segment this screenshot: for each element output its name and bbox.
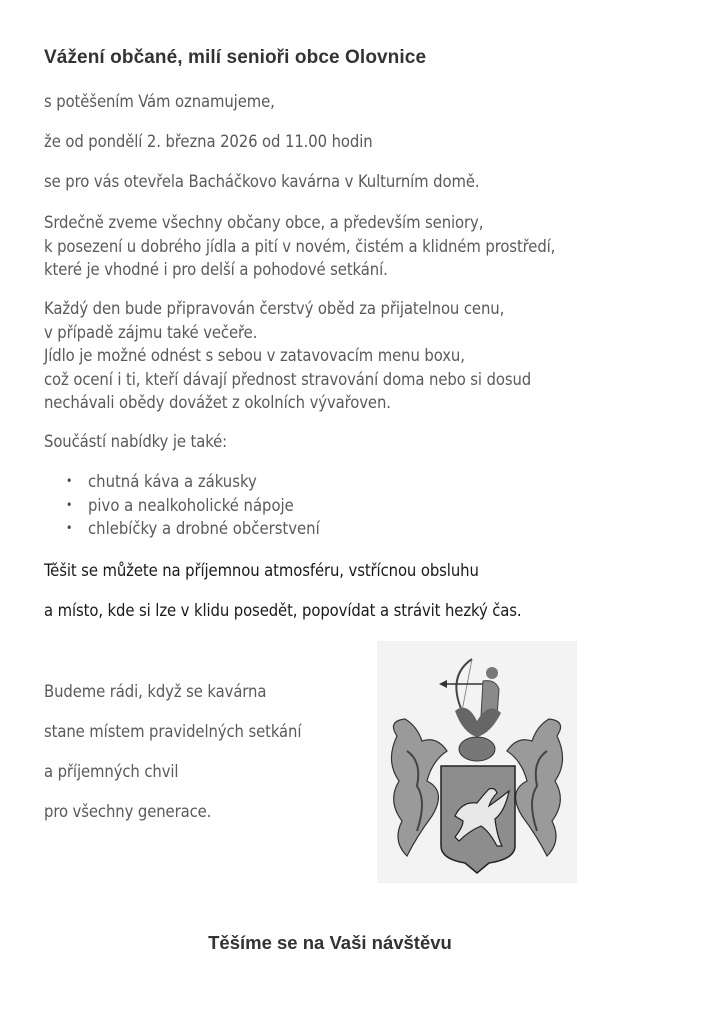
offer-intro: Součástí nabídky je také:: [44, 432, 228, 451]
offer-item: • chlebíčky a drobné občerstvení: [88, 517, 320, 541]
invite-line: k posezení u dobrého jídla a pití v novém, čistém a klidném prostředí,: [44, 236, 556, 256]
food-line: Každý den bude připravován čerstvý oběd za přijatelnou cenu,: [44, 299, 505, 318]
invite-line: které je vhodné i pro delší a pohodové setkání.: [44, 260, 388, 279]
offer-list: [44, 470, 320, 541]
atmosphere-line-1: Těšit se můžete na příjemnou atmosféru, vstřícnou obsluhu: [44, 561, 479, 580]
footer-greeting: Těšíme se na Vaši návštěvu: [208, 932, 452, 953]
offer-item: • pivo a nealkoholické nápoje: [88, 494, 320, 518]
closing-line-1: Budeme rádi, když se kavárna: [44, 682, 267, 701]
offer-item: • chutná káva a zákusky: [88, 470, 320, 494]
closing-line-2: stane místem pravidelných setkání: [44, 722, 302, 741]
page-title: Vážení občané, milí senioři obce Olovnice: [44, 47, 427, 68]
invite-paragraph: [44, 211, 555, 282]
food-line: Jídlo je možné odnést s sebou v zatavovacím menu boxu,: [44, 346, 465, 365]
invite-line: Srdečně zveme všechny občany obce, a především seniory,: [44, 213, 484, 232]
food-paragraph: [44, 297, 531, 415]
food-line: což ocení i ti, kteří dávají přednost stravování doma nebo si dosud: [44, 369, 532, 389]
closing-line-3: a příjemných chvil: [44, 762, 179, 781]
atmosphere-line-2: a místo, kde si lze v klidu posedět, popovídat a strávit hezký čas.: [44, 601, 522, 620]
closing-line-4: pro všechny generace.: [44, 802, 212, 821]
food-line: v případě zájmu také večeře.: [44, 322, 258, 342]
intro-line-2: že od pondělí 2. března 2026 od 11.00 hodin: [44, 132, 373, 151]
intro-line-1: s potěšením Vám oznamujeme,: [44, 92, 275, 111]
coat-of-arms-icon: [377, 641, 577, 883]
food-line: nechávali obědy dovážet z okolních vývařoven.: [44, 393, 391, 412]
intro-line-3: se pro vás otevřela Bacháčkovo kavárna v Kulturním domě.: [44, 172, 480, 191]
